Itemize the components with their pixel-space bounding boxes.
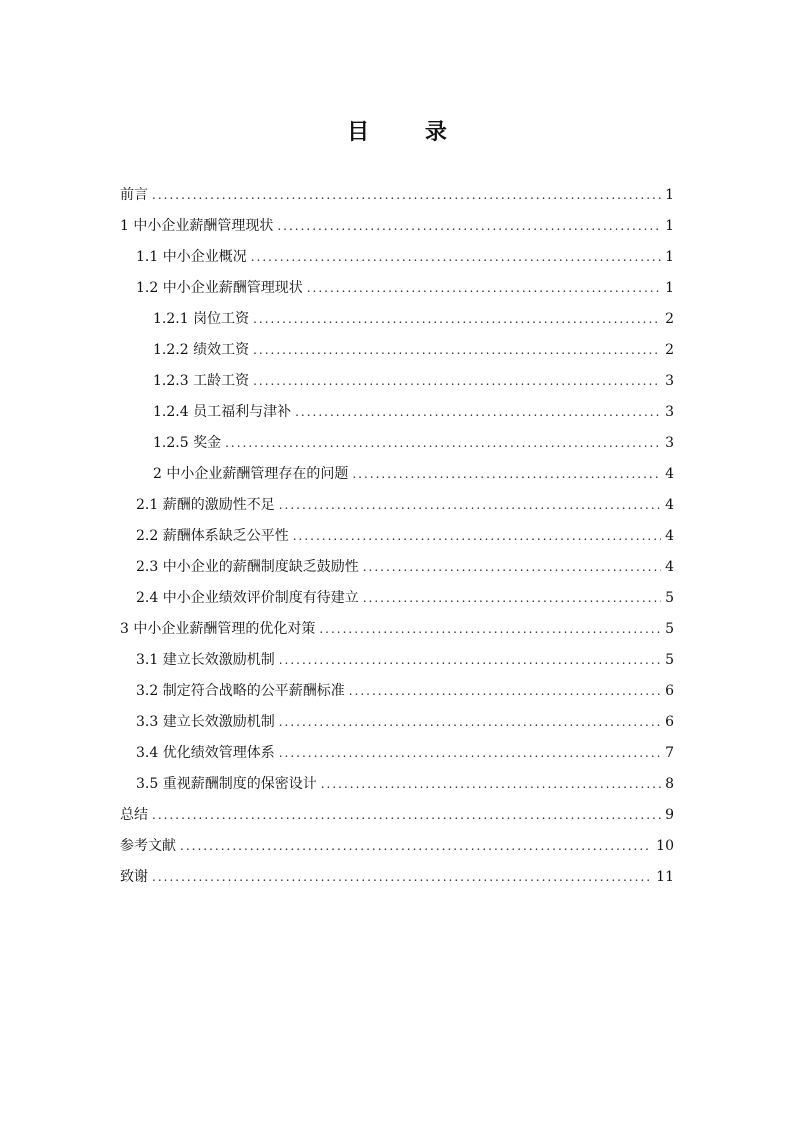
toc-entry[interactable] [120, 459, 674, 490]
toc-entry-label: 2.4 中小企业绩效评价制度有待建立 [136, 590, 359, 606]
toc-entry-label: 1.2.4 员工福利与津补 [153, 404, 292, 420]
toc-leader-dots [279, 707, 661, 738]
toc-entry-label: 2.1 薪酬的激励性不足 [136, 497, 275, 513]
toc-entry-label: 1 中小企业薪酬管理现状 [120, 218, 274, 234]
toc-leader-dots [293, 521, 661, 552]
toc-entry-label: 3.5 重视薪酬制度的保密设计 [136, 776, 317, 792]
toc-entry-page-number: 1 [665, 280, 674, 296]
toc-entry-label: 2.3 中小企业的薪酬制度缺乏鼓励性 [136, 559, 359, 575]
toc-leader-dots [279, 738, 661, 769]
toc-entry[interactable] [120, 521, 674, 552]
toc-entry[interactable] [120, 583, 674, 614]
toc-entry-label: 3.3 建立长效激励机制 [136, 714, 275, 730]
toc-leader-dots [349, 676, 661, 707]
toc-leader-dots [253, 366, 661, 397]
table-of-contents [120, 180, 674, 893]
toc-entry-page-number: 3 [665, 373, 674, 389]
toc-entry-page-number: 9 [665, 807, 674, 823]
toc-entry-page-number: 5 [665, 652, 674, 668]
toc-entry-page-number: 1 [665, 249, 674, 265]
toc-leader-dots [251, 242, 661, 273]
toc-entry[interactable] [120, 614, 674, 645]
toc-entry-label: 1.2.5 奖金 [153, 435, 222, 451]
toc-leader-dots [363, 583, 661, 614]
toc-entry-label: 3 中小企业薪酬管理的优化对策 [120, 621, 316, 637]
toc-entry-page-number: 2 [665, 311, 674, 327]
toc-leader-dots [277, 211, 661, 242]
toc-entry[interactable] [120, 242, 674, 273]
toc-entry[interactable] [120, 490, 674, 521]
toc-entry-label: 1.2 中小企业薪酬管理现状 [136, 280, 303, 296]
toc-entry-page-number: 1 [665, 218, 674, 234]
toc-entry-label: 1.2.2 绩效工资 [153, 342, 250, 358]
toc-leader-dots [152, 862, 652, 893]
toc-entry[interactable] [120, 769, 674, 800]
toc-leader-dots [253, 335, 661, 366]
toc-entry-page-number: 2 [665, 342, 674, 358]
toc-entry[interactable] [120, 552, 674, 583]
toc-entry-label: 参考文献 [120, 838, 176, 854]
toc-entry-page-number: 6 [665, 683, 674, 699]
toc-entry[interactable] [120, 211, 674, 242]
toc-entry-label: 前言 [120, 187, 148, 203]
toc-entry-label: 3.4 优化绩效管理体系 [136, 745, 275, 761]
toc-entry[interactable] [120, 273, 674, 304]
toc-entry-page-number: 4 [665, 528, 674, 544]
toc-entry-page-number: 4 [665, 559, 674, 575]
toc-entry[interactable] [120, 862, 674, 893]
toc-leader-dots [279, 490, 661, 521]
toc-entry-page-number: 5 [665, 590, 674, 606]
toc-entry-page-number: 6 [665, 714, 674, 730]
toc-entry-page-number: 11 [656, 869, 674, 885]
toc-entry-label: 致谢 [120, 869, 148, 885]
toc-entry-page-number: 8 [665, 776, 674, 792]
toc-entry[interactable] [120, 304, 674, 335]
toc-entry[interactable] [120, 831, 674, 862]
toc-leader-dots [307, 273, 661, 304]
toc-leader-dots [363, 552, 661, 583]
toc-entry-page-number: 7 [665, 745, 674, 761]
toc-entry[interactable] [120, 366, 674, 397]
toc-leader-dots [279, 645, 661, 676]
toc-entry[interactable] [120, 676, 674, 707]
toc-leader-dots [319, 614, 661, 645]
toc-entry-page-number: 3 [665, 404, 674, 420]
toc-leader-dots [253, 304, 661, 335]
toc-entry-label: 1.2.3 工龄工资 [153, 373, 250, 389]
toc-entry-page-number: 4 [665, 466, 674, 482]
toc-entry[interactable] [120, 180, 674, 211]
toc-entry-label: 3.1 建立长效激励机制 [136, 652, 275, 668]
toc-entry-page-number: 3 [665, 435, 674, 451]
toc-entry[interactable] [120, 738, 674, 769]
toc-entry-label: 2.2 薪酬体系缺乏公平性 [136, 528, 289, 544]
toc-leader-dots [295, 397, 661, 428]
toc-title: 目 录 [347, 118, 471, 145]
toc-entry[interactable] [120, 645, 674, 676]
toc-leader-dots [225, 428, 661, 459]
toc-entry-label: 1.1 中小企业概况 [136, 249, 247, 265]
toc-entry-label: 2 中小企业薪酬管理存在的问题 [153, 466, 349, 482]
toc-entry[interactable] [120, 707, 674, 738]
toc-entry[interactable] [120, 335, 674, 366]
toc-entry[interactable] [120, 800, 674, 831]
toc-entry[interactable] [120, 397, 674, 428]
toc-entry-page-number: 10 [656, 838, 674, 854]
toc-entry-page-number: 4 [665, 497, 674, 513]
toc-leader-dots [352, 459, 661, 490]
toc-leader-dots [321, 769, 661, 800]
toc-leader-dots [152, 180, 661, 211]
toc-entry-label: 1.2.1 岗位工资 [153, 311, 250, 327]
toc-leader-dots [152, 800, 661, 831]
toc-leader-dots [180, 831, 652, 862]
toc-entry[interactable] [120, 428, 674, 459]
toc-entry-page-number: 5 [665, 621, 674, 637]
toc-entry-label: 总结 [120, 807, 148, 823]
toc-entry-page-number: 1 [665, 187, 674, 203]
toc-entry-label: 3.2 制定符合战略的公平薪酬标准 [136, 683, 345, 699]
